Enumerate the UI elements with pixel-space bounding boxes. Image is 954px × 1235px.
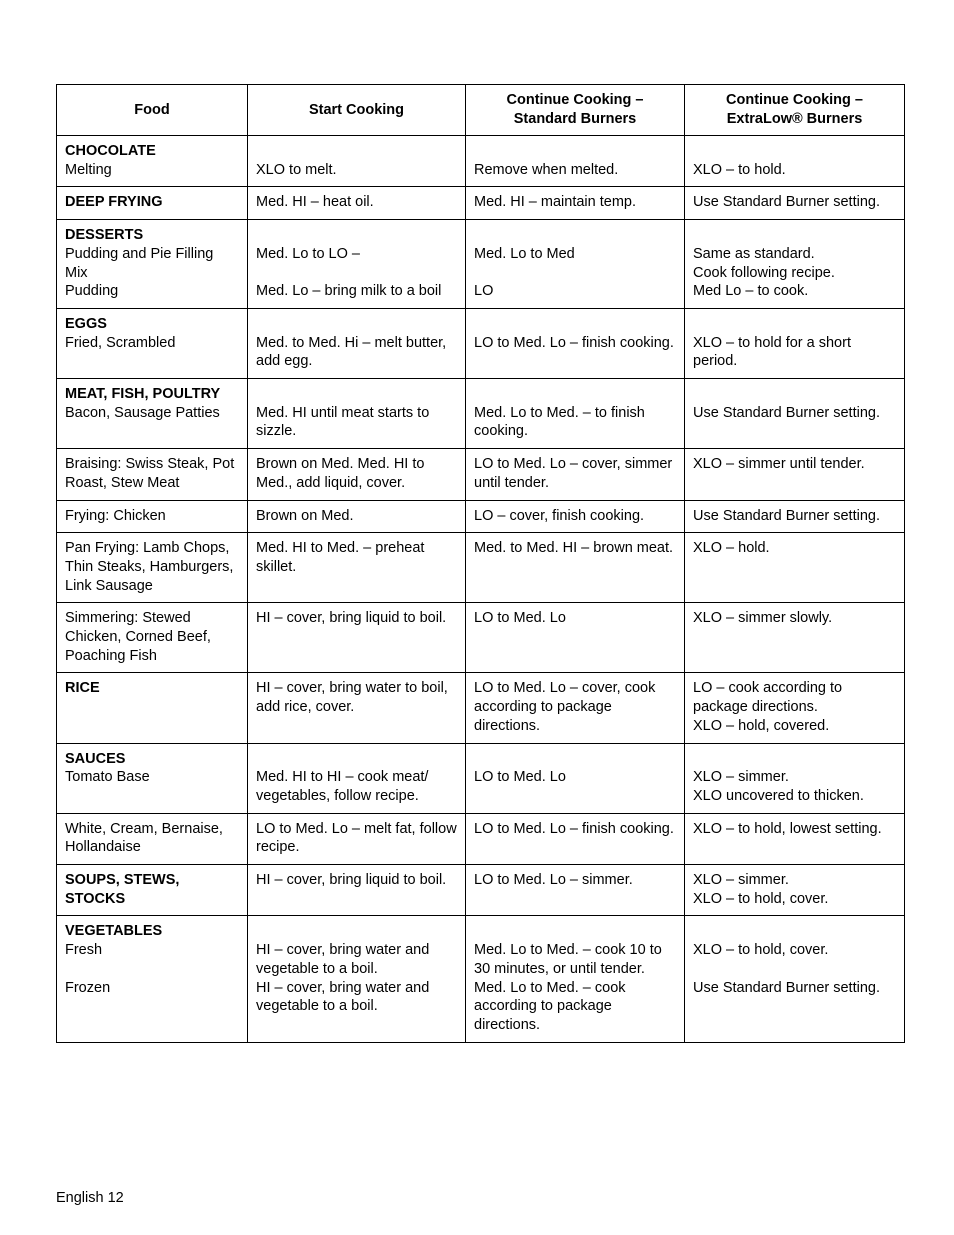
food-item: Braising: Swiss Steak, Pot Roast, Stew Meat <box>65 456 235 491</box>
food-category: SAUCES <box>65 750 126 767</box>
food-item <box>65 960 239 979</box>
continue-standard-cell <box>466 813 685 864</box>
extralow-text: XLO – to hold for a short period. <box>693 334 851 370</box>
extralow-text: Same as standard. <box>693 245 815 262</box>
start-text: Med. to Med. Hi – melt butter, add egg. <box>256 334 447 370</box>
table-row <box>57 136 905 187</box>
continue-standard-cell <box>466 916 685 1042</box>
table-row <box>57 916 905 1042</box>
start-text: XLO to melt. <box>256 161 337 178</box>
start-text: Med. Lo – bring milk to a boil <box>256 283 442 300</box>
start-cooking-cell <box>248 187 466 220</box>
extralow-text: XLO – to hold. <box>693 161 786 178</box>
food-item: White, Cream, Bernaise, Hollandaise <box>65 820 223 856</box>
food-item: Pudding <box>65 283 119 300</box>
food-cell <box>57 603 248 673</box>
standard-text: LO to Med. Lo <box>474 610 566 627</box>
start-text: Brown on Med. <box>256 507 354 524</box>
standard-text: Med. Lo to Med. – cook according to package directions. <box>474 979 626 1033</box>
extralow-text: XLO – to hold, cover. <box>693 942 829 959</box>
continue-extralow-cell <box>685 220 905 309</box>
start-text: Brown on Med. Med. HI to Med., add liquid, cover. <box>256 456 425 491</box>
start-text: Med. HI to Med. – preheat skillet. <box>256 540 425 575</box>
continue-standard-cell <box>466 449 685 500</box>
food-cell <box>57 449 248 500</box>
header-continue-standard: Continue Cooking – Standard Burners <box>466 85 685 136</box>
food-cell <box>57 308 248 378</box>
food-cell <box>57 187 248 220</box>
standard-text: Med. Lo to Med. – to finish cooking. <box>474 404 645 440</box>
continue-extralow-cell <box>685 673 905 743</box>
food-category: DEEP FRYING <box>65 194 163 211</box>
start-text: LO to Med. Lo – melt fat, follow recipe. <box>256 820 457 856</box>
start-cooking-cell <box>248 220 466 309</box>
food-category: DESSERTS <box>65 227 144 244</box>
food-category: VEGETABLES <box>65 923 163 940</box>
table-row <box>57 865 905 916</box>
start-text: HI – cover, bring water and vegetable to a boil. <box>256 942 430 977</box>
table-row <box>57 187 905 220</box>
start-cooking-cell <box>248 673 466 743</box>
standard-text: Remove when melted. <box>474 161 619 178</box>
continue-extralow-cell <box>685 136 905 187</box>
start-text: Med. HI – heat oil. <box>256 194 374 211</box>
table-row <box>57 308 905 378</box>
food-category: EGGS <box>65 315 107 332</box>
continue-standard-cell <box>466 673 685 743</box>
continue-standard-cell <box>466 308 685 378</box>
start-cooking-cell <box>248 308 466 378</box>
food-cell <box>57 865 248 916</box>
continue-extralow-cell <box>685 603 905 673</box>
continue-standard-cell <box>466 136 685 187</box>
start-cooking-cell <box>248 813 466 864</box>
extralow-text: XLO – to hold, cover. <box>693 890 829 907</box>
start-text: Med. HI until meat starts to sizzle. <box>256 404 430 440</box>
continue-extralow-cell <box>685 813 905 864</box>
continue-extralow-cell <box>685 865 905 916</box>
table-row <box>57 673 905 743</box>
food-cell <box>57 220 248 309</box>
standard-text <box>474 264 676 283</box>
start-text: HI – cover, bring water and vegetable to a boil. <box>256 979 430 1015</box>
continue-extralow-cell <box>685 449 905 500</box>
cooking-guide-table <box>56 84 905 1043</box>
start-cooking-cell <box>248 533 466 603</box>
start-cooking-cell <box>248 449 466 500</box>
start-text: Med. HI to HI – cook meat/ vegetables, follow recipe. <box>256 769 429 804</box>
continue-standard-cell <box>466 187 685 220</box>
continue-extralow-cell <box>685 743 905 813</box>
extralow-text: Use Standard Burner setting. <box>693 194 880 211</box>
extralow-text: Use Standard Burner setting. <box>693 404 880 421</box>
standard-text: LO to Med. Lo – finish cooking. <box>474 820 674 837</box>
start-cooking-cell <box>248 500 466 533</box>
standard-text: LO to Med. Lo <box>474 769 566 786</box>
start-text <box>256 264 457 283</box>
food-cell <box>57 379 248 449</box>
start-cooking-cell <box>248 136 466 187</box>
extralow-text: XLO – simmer slowly. <box>693 610 833 627</box>
extralow-text <box>693 960 896 979</box>
table-row <box>57 743 905 813</box>
food-cell <box>57 500 248 533</box>
food-cell <box>57 673 248 743</box>
start-cooking-cell <box>248 865 466 916</box>
food-item: Bacon, Sausage Patties <box>65 404 220 421</box>
standard-text: LO to Med. Lo – cover, simmer until tender. <box>474 456 673 491</box>
standard-text: LO to Med. Lo – finish cooking. <box>474 334 674 351</box>
continue-standard-cell <box>466 865 685 916</box>
food-item: Pudding and Pie Filling Mix <box>65 245 214 281</box>
food-cell <box>57 813 248 864</box>
food-item: Fresh <box>65 942 103 959</box>
table-row <box>57 500 905 533</box>
continue-standard-cell <box>466 500 685 533</box>
table-row <box>57 379 905 449</box>
start-cooking-cell <box>248 743 466 813</box>
header-food: Food <box>57 85 248 136</box>
food-category: CHOCOLATE <box>65 143 156 159</box>
extralow-text: XLO – simmer until tender. <box>693 456 865 473</box>
extralow-text: XLO – to hold, lowest setting. <box>693 820 882 837</box>
continue-standard-cell <box>466 220 685 309</box>
standard-text: LO to Med. Lo – cover, cook according to package directions. <box>474 680 656 734</box>
food-cell <box>57 136 248 187</box>
standard-text: LO – cover, finish cooking. <box>474 507 645 524</box>
continue-extralow-cell <box>685 500 905 533</box>
table-header-row <box>57 85 905 136</box>
extralow-text: XLO – hold. <box>693 540 770 557</box>
start-cooking-cell <box>248 603 466 673</box>
table-body <box>57 136 905 1043</box>
table-row <box>57 533 905 603</box>
continue-extralow-cell <box>685 533 905 603</box>
food-item: Frozen <box>65 979 111 996</box>
standard-text: Med. to Med. HI – brown meat. <box>474 540 674 557</box>
food-cell <box>57 743 248 813</box>
food-item: Fried, Scrambled <box>65 334 176 351</box>
continue-extralow-cell <box>685 916 905 1042</box>
continue-standard-cell <box>466 379 685 449</box>
standard-text: LO to Med. Lo – simmer. <box>474 872 633 889</box>
header-start-cooking: Start Cooking <box>248 85 466 136</box>
standard-text: LO <box>474 283 494 300</box>
start-text: HI – cover, bring liquid to boil. <box>256 610 447 627</box>
standard-text: Med. Lo to Med <box>474 245 575 262</box>
page-footer: English 12 <box>56 1190 124 1206</box>
food-item: Simmering: Stewed Chicken, Corned Beef, Poaching Fish <box>65 610 211 664</box>
food-item: Tomato Base <box>65 769 150 786</box>
food-cell <box>57 533 248 603</box>
food-item: Pan Frying: Lamb Chops, Thin Steaks, Hamburgers, Link Sausage <box>65 540 234 594</box>
table-row <box>57 449 905 500</box>
extralow-text: XLO – hold, covered. <box>693 717 830 734</box>
extralow-text: Use Standard Burner setting. <box>693 979 880 996</box>
extralow-text: Cook following recipe. <box>693 264 835 281</box>
food-item: Melting <box>65 161 112 178</box>
table-row <box>57 813 905 864</box>
standard-text: Med. HI – maintain temp. <box>474 194 636 211</box>
start-text: Med. Lo to LO – <box>256 245 360 262</box>
start-cooking-cell <box>248 916 466 1042</box>
header-continue-extralow: Continue Cooking – ExtraLow® Burners <box>685 85 905 136</box>
start-text: HI – cover, bring water to boil, add rice, cover. <box>256 680 448 716</box>
food-category: MEAT, FISH, POULTRY <box>65 386 221 403</box>
table-row <box>57 220 905 309</box>
food-cell <box>57 916 248 1042</box>
continue-extralow-cell <box>685 187 905 220</box>
start-cooking-cell <box>248 379 466 449</box>
food-category: SOUPS, STEWS, STOCKS <box>65 872 180 907</box>
extralow-text: Use Standard Burner setting. <box>693 507 880 524</box>
continue-standard-cell <box>466 743 685 813</box>
extralow-text: LO – cook according to package directions. <box>693 680 843 716</box>
start-text: HI – cover, bring liquid to boil. <box>256 872 447 889</box>
continue-extralow-cell <box>685 379 905 449</box>
extralow-text: XLO uncovered to thicken. <box>693 787 864 804</box>
table-row <box>57 603 905 673</box>
food-item: Frying: Chicken <box>65 507 166 524</box>
continue-standard-cell <box>466 533 685 603</box>
food-category: RICE <box>65 680 100 697</box>
continue-standard-cell <box>466 603 685 673</box>
extralow-text: XLO – simmer. <box>693 769 789 786</box>
standard-text: Med. Lo to Med. – cook 10 to 30 minutes, or until tender. <box>474 942 662 977</box>
extralow-text: XLO – simmer. <box>693 872 789 889</box>
continue-extralow-cell <box>685 308 905 378</box>
extralow-text: Med Lo – to cook. <box>693 283 809 300</box>
